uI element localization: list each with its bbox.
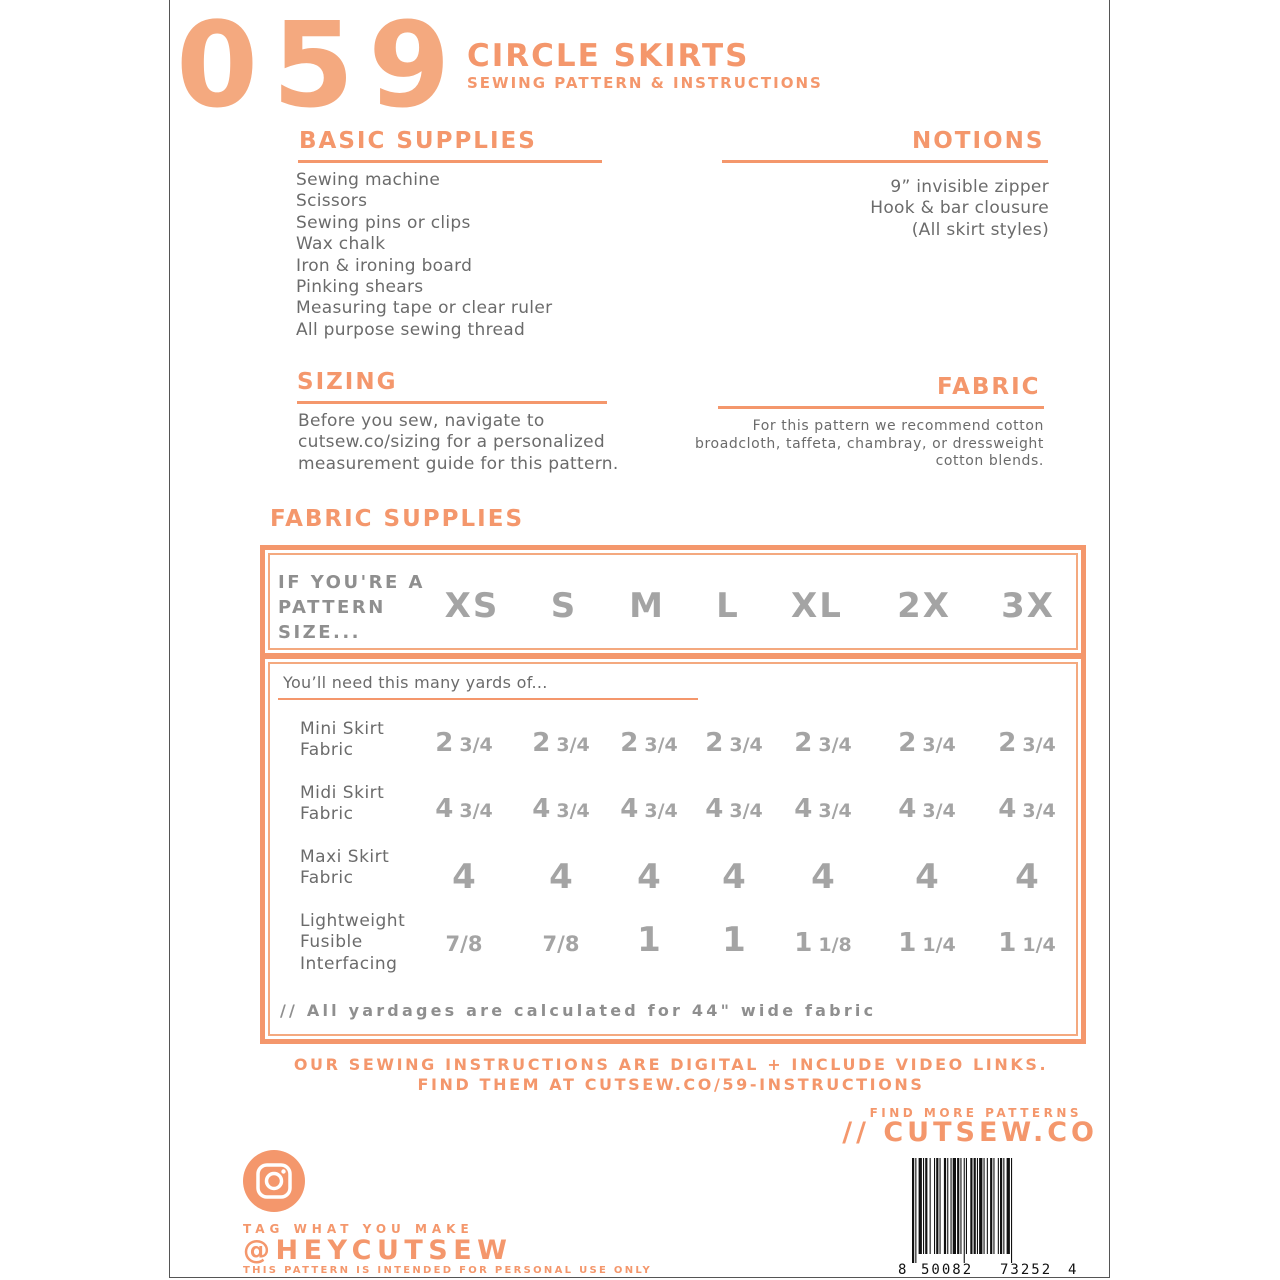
yardage-whole: 4	[1015, 857, 1039, 897]
sizing-text	[298, 411, 619, 475]
list-item: Wax chalk	[296, 234, 386, 255]
size-label-line: PATTERN	[278, 597, 386, 618]
yardage-whole: 4	[998, 794, 1017, 824]
row-label-line: Fusible	[300, 932, 363, 953]
row-label-line: Interfacing	[300, 953, 398, 974]
yardage-fraction: 1/8	[818, 934, 852, 956]
fabric-line: broadcloth, taffeta, chambray, or dressweight	[695, 435, 1044, 452]
notions-rule	[722, 160, 1048, 163]
size-label-line: SIZE...	[278, 622, 362, 643]
yardage-fraction: 1/4	[922, 934, 956, 956]
list-item: Hook & bar clousure	[870, 198, 1049, 219]
pattern-number: 059	[176, 0, 465, 134]
yardage-cell	[768, 857, 878, 897]
barcode-bar	[953, 1158, 956, 1254]
basic-supplies-rule	[298, 160, 602, 163]
yardage-fraction: 3/4	[729, 734, 763, 756]
yardage-cell	[872, 857, 982, 897]
barcode-bar	[964, 1158, 965, 1263]
yardage-fraction: 3/4	[922, 734, 956, 756]
yardage-whole: 1	[998, 928, 1017, 958]
barcode-bar	[1011, 1158, 1012, 1263]
list-item: Scissors	[296, 191, 368, 212]
yardage-whole: 2	[620, 728, 639, 758]
yardage-fraction: 3/4	[922, 800, 956, 822]
sizing-line: measurement guide for this pattern.	[298, 453, 619, 474]
yardage-cell	[409, 794, 519, 824]
yardage-whole: 4	[811, 857, 835, 897]
size-2x: 2X	[897, 586, 951, 626]
barcode-bar	[1000, 1158, 1002, 1254]
yardage-whole: 2	[435, 728, 454, 758]
yardage-fraction: 3/4	[1022, 734, 1056, 756]
yardage-whole: 2	[705, 728, 724, 758]
barcode-bar	[1003, 1158, 1004, 1254]
yardage-whole: 4	[722, 857, 746, 897]
barcode-bar	[919, 1158, 922, 1254]
row-label-line: Midi Skirt	[300, 783, 385, 803]
row-label-midi	[300, 783, 384, 826]
instructions-line-2: FIND THEM AT CUTSEW.CO/59-INSTRUCTIONS	[417, 1075, 925, 1094]
yardage-fraction: 3/4	[556, 734, 590, 756]
yardage-cell	[872, 728, 982, 758]
yardage-fraction: 1/4	[1022, 934, 1056, 956]
fabric-line: cotton blends.	[935, 453, 1044, 469]
list-item: Measuring tape or clear ruler	[296, 298, 553, 319]
list-item: All purpose sewing thread	[296, 319, 526, 340]
yardage-whole: 1	[637, 920, 661, 960]
yardage-fraction: 3/4	[729, 800, 763, 822]
yardage-cell	[409, 928, 519, 956]
row-label-line: Maxi Skirt	[300, 847, 390, 867]
yardage-fraction: 3/4	[459, 734, 493, 756]
sizing-rule	[297, 401, 607, 404]
yardage-fraction: 7/8	[542, 932, 580, 956]
yardage-whole: 2	[898, 728, 917, 758]
yardage-whole: 4	[794, 794, 813, 824]
barcode-bar	[947, 1158, 948, 1254]
barcode-bar	[960, 1158, 961, 1254]
sizing-line: Before you sew, navigate to	[298, 411, 545, 431]
list-item: Sewing machine	[296, 170, 441, 190]
yardage-fraction: 3/4	[1022, 800, 1056, 822]
cutsew-url: // CUTSEW.CO	[842, 1117, 1098, 1148]
yardage-whole: 2	[998, 728, 1017, 758]
list-item: 9” invisible zipper	[890, 177, 1049, 197]
notions-heading: NOTIONS	[912, 128, 1045, 154]
barcode-bar	[1007, 1158, 1010, 1254]
yards-needed-label: You’ll need this many yards of...	[283, 673, 548, 692]
basic-supplies-list	[296, 170, 552, 341]
barcode-bar	[957, 1158, 959, 1254]
barcode-bar	[993, 1158, 994, 1254]
yardage-whole: 1	[898, 928, 917, 958]
barcode-bar	[934, 1158, 935, 1254]
barcode-bar	[970, 1158, 972, 1254]
notions-list	[870, 177, 1049, 241]
yardage-whole: 2	[532, 728, 551, 758]
row-label-mini	[300, 719, 384, 762]
yardage-whole: 4	[532, 794, 551, 824]
yardage-fraction: 3/4	[459, 800, 493, 822]
yardage-whole: 4	[705, 794, 724, 824]
barcode-digit-first: 8	[898, 1262, 907, 1278]
row-label-interfacing	[300, 911, 405, 975]
instructions-line-1: OUR SEWING INSTRUCTIONS ARE DIGITAL + INCLUDE VIDEO LINKS.	[293, 1055, 1049, 1074]
barcode-bar	[951, 1158, 952, 1254]
instagram-icon	[243, 1150, 305, 1212]
barcode-digits-right: 73252	[1000, 1262, 1053, 1278]
size-label-line: IF YOU'RE A	[278, 572, 425, 593]
pattern-subtitle: SEWING PATTERN & INSTRUCTIONS	[467, 74, 823, 92]
barcode-bar	[984, 1158, 985, 1254]
yardage-footnote: // All yardages are calculated for 44" wide fabric	[280, 1001, 877, 1020]
barcode-bar	[990, 1158, 992, 1254]
find-more-label: FIND MORE PATTERNS	[869, 1106, 1082, 1120]
yardage-cell	[972, 794, 1082, 824]
yardage-cell	[768, 794, 878, 824]
yardage-cell	[872, 794, 982, 824]
row-label-line: Fabric	[300, 740, 354, 761]
yardage-whole: 4	[435, 794, 454, 824]
yardage-whole: 4	[452, 857, 476, 897]
size-xl: XL	[791, 586, 843, 626]
barcode-bar	[979, 1158, 982, 1254]
yardage-cell	[872, 928, 982, 958]
yardage-whole: 4	[549, 857, 573, 897]
yardage-fraction: 7/8	[445, 932, 483, 956]
yardage-whole: 4	[637, 857, 661, 897]
yardage-whole: 1	[722, 920, 746, 960]
yardage-cell	[972, 857, 1082, 897]
yardage-whole: 4	[898, 794, 917, 824]
list-item: Iron & ironing board	[296, 255, 473, 276]
sizing-heading: SIZING	[297, 369, 398, 395]
row-label-line: Mini Skirt	[300, 719, 385, 739]
fabric-supplies-heading: FABRIC SUPPLIES	[270, 506, 525, 532]
size-l: L	[716, 586, 740, 626]
yardage-cell	[409, 728, 519, 758]
size-s: S	[550, 586, 578, 626]
yardage-inner-border	[268, 662, 1078, 1036]
barcode-bar	[974, 1158, 976, 1254]
list-item: Pinking shears	[296, 277, 424, 298]
row-label-line: Fabric	[300, 804, 354, 825]
barcode-bar	[998, 1158, 999, 1254]
barcode-bar	[925, 1158, 927, 1254]
yardage-cell	[768, 928, 878, 958]
yardage-cell	[768, 728, 878, 758]
yardage-cell	[972, 928, 1082, 958]
barcode	[910, 1158, 1078, 1263]
size-m: M	[629, 586, 665, 626]
barcode-bar	[930, 1158, 931, 1254]
yardage-whole: 1	[794, 928, 813, 958]
yardage-cell	[409, 857, 519, 897]
barcode-bar	[936, 1158, 938, 1254]
fabric-heading: FABRIC	[937, 374, 1041, 400]
yardage-fraction: 3/4	[644, 800, 678, 822]
barcode-digits-left: 50082	[921, 1262, 974, 1278]
yardage-whole: 4	[620, 794, 639, 824]
yardage-fraction: 3/4	[818, 800, 852, 822]
basic-supplies-heading: BASIC SUPPLIES	[299, 128, 537, 154]
fabric-rule	[718, 406, 1044, 409]
yards-needed-rule	[278, 698, 698, 700]
barcode-bar	[923, 1158, 924, 1254]
barcode-bar	[977, 1158, 978, 1254]
fabric-line: For this pattern we recommend cotton	[752, 418, 1044, 434]
instagram-handle: @HEYCUTSEW	[243, 1235, 513, 1266]
barcode-bar	[987, 1158, 988, 1254]
barcode-digit-last: 4	[1068, 1262, 1077, 1278]
yardage-fraction: 3/4	[644, 734, 678, 756]
pattern-size-label	[278, 570, 425, 645]
barcode-bar	[944, 1158, 946, 1254]
yardage-fraction: 3/4	[556, 800, 590, 822]
fabric-text	[695, 418, 1044, 471]
yardage-whole: 4	[915, 857, 939, 897]
tag-label: TAG WHAT YOU MAKE	[243, 1222, 474, 1236]
size-3x: 3X	[1001, 586, 1055, 626]
barcode-bar	[940, 1158, 941, 1254]
yardage-whole: 2	[794, 728, 813, 758]
yardage-cell	[972, 728, 1082, 758]
list-item: (All skirt styles)	[911, 219, 1049, 240]
barcode-bar	[966, 1158, 967, 1254]
row-label-line: Fabric	[300, 868, 354, 889]
sizing-line: cutsew.co/sizing for a personalized	[298, 432, 605, 453]
list-item: Sewing pins or clips	[296, 212, 471, 233]
pattern-title: CIRCLE SKIRTS	[467, 38, 750, 74]
yardage-fraction: 3/4	[818, 734, 852, 756]
row-label-line: Lightweight	[300, 911, 406, 931]
barcode-bar	[915, 1158, 916, 1263]
personal-use-note: THIS PATTERN IS INTENDED FOR PERSONAL USE ONLY	[243, 1265, 653, 1276]
size-xs: XS	[444, 586, 500, 626]
barcode-bar	[912, 1158, 914, 1263]
row-label-maxi	[300, 847, 389, 890]
